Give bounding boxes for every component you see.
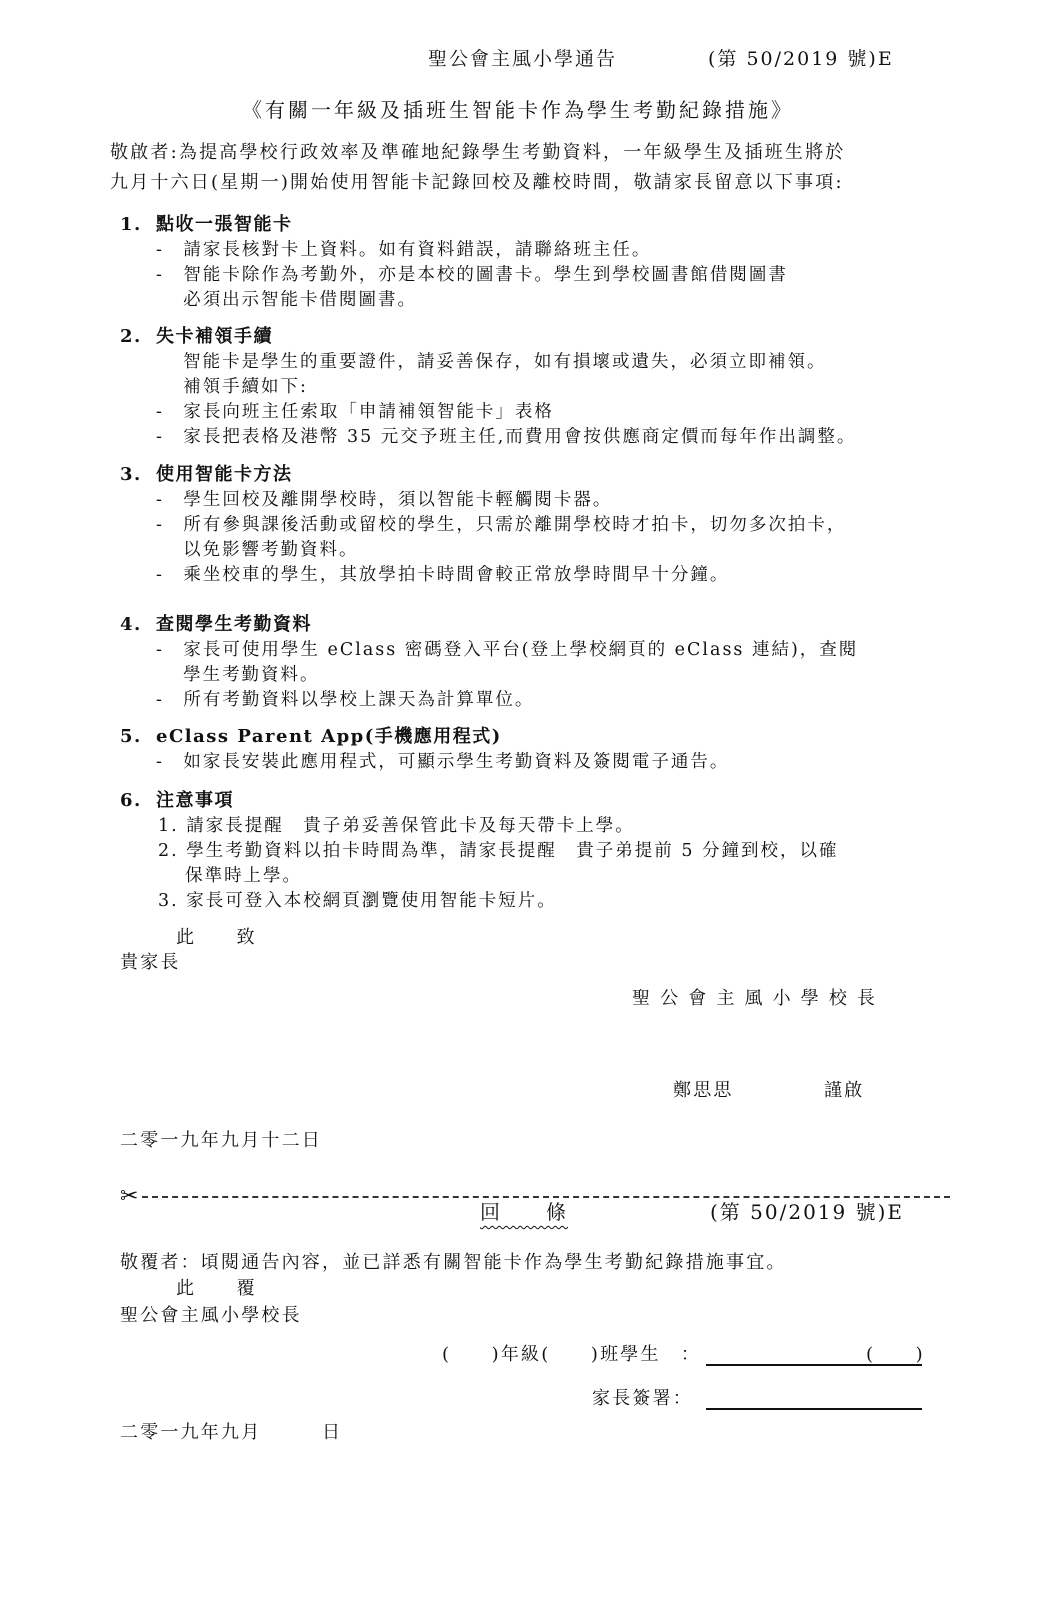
section-number: 2. [120, 326, 142, 347]
section-title: 失卡補領手續 [156, 326, 273, 347]
section-number: 1. [120, 214, 142, 235]
section-title: eClass Parent App(手機應用程式) [156, 726, 502, 747]
notice-number: (第 50/2019 號)E [708, 48, 894, 70]
section-title: 注意事項 [156, 790, 234, 811]
class-student-label: ( )年級( )班學生 ： [442, 1344, 702, 1365]
section-number: 3. [120, 464, 142, 485]
section-number: 6. [120, 790, 142, 811]
section-3-line-4: - 乘坐校車的學生，其放學拍卡時間會較正常放學時間早十分鐘。 [156, 565, 730, 585]
section-number: 4. [120, 614, 142, 635]
reply-date: 二零一九年九月 日 [120, 1422, 343, 1443]
section-6-line-3: 保準時上學。 [158, 866, 303, 886]
section-1-heading [120, 210, 293, 236]
reply-slip-title: 回 條 [480, 1200, 568, 1224]
section-number: 5. [120, 726, 142, 747]
reply-notice-number: (第 50/2019 號)E [710, 1200, 905, 1224]
parent-signature-field[interactable] [706, 1408, 922, 1410]
intro-line-2: 九月十六日(星期一)開始使用智能卡記錄回校及離校時間，敬請家長留意以下事項: [110, 172, 844, 193]
section-title: 查閱學生考勤資料 [156, 614, 312, 635]
section-4-line-3: - 所有考勤資料以學校上課天為計算單位。 [156, 690, 535, 710]
closing-recipient: 貴家長 [120, 952, 181, 973]
section-2-line-1: 智能卡是學生的重要證件，請妥善保存，如有損壞或遺失，必須立即補領。 [156, 352, 827, 372]
section-2-line-2: 補領手續如下: [156, 377, 308, 397]
section-title: 點收一張智能卡 [156, 214, 293, 235]
intro-line-1: 敬啟者:為提高學校行政效率及準確地紀錄學生考勤資料，一年級學生及插班生將於 [110, 142, 846, 163]
reply-text: 敬覆者：頃閱通告內容，並已詳悉有關智能卡作為學生考勤紀錄措施事宜。 [120, 1252, 787, 1273]
document-title: 《有關一年級及插班生智能卡作為學生考勤紀錄措施》 [242, 98, 794, 122]
section-1-line-2: - 智能卡除作為考勤外，亦是本校的圖書卡。學生到學校圖書館借閱圖書 [156, 265, 788, 285]
section-2-line-3: - 家長向班主任索取「申請補領智能卡」表格 [156, 402, 554, 422]
school-notice-title: 聖公會主風小學通告 [428, 48, 618, 70]
section-3-line-2: - 所有參與課後活動或留校的學生，只需於離開學校時才拍卡，切勿多次拍卡， [156, 515, 847, 535]
section-3-heading [120, 460, 293, 486]
principal-title: 聖 公 會 主 風 小 學 校 長 [632, 988, 878, 1009]
section-2-line-4: - 家長把表格及港幣 35 元交予班主任,而費用會按供應商定價而每年作出調整。 [156, 427, 857, 447]
principal-name: 鄭思思 [673, 1080, 734, 1101]
reply-ci-fu: 此 覆 [176, 1278, 257, 1299]
section-1-line-3: 必須出示智能卡借閱圖書。 [156, 290, 418, 310]
reply-to: 聖公會主風小學校長 [120, 1305, 302, 1326]
section-3-line-1: - 學生回校及離開學校時，須以智能卡輕觸閱卡器。 [156, 490, 613, 510]
section-1-line-1: - 請家長核對卡上資料。如有資料錯誤，請聯絡班主任。 [156, 240, 652, 260]
section-2-heading [120, 322, 273, 348]
closing-ci-zhi: 此 致 [176, 927, 257, 948]
section-4-heading [120, 610, 312, 636]
scissors-icon: ✂ [120, 1184, 139, 1209]
section-4-line-1: - 家長可使用學生 eClass 密碼登入平台(登上學校網頁的 eClass 連結)，查閱 [156, 640, 859, 660]
section-3-line-3: 以免影響考勤資料。 [156, 540, 359, 560]
parent-sign-label: 家長簽署： [592, 1388, 693, 1409]
section-title: 使用智能卡方法 [156, 464, 293, 485]
seat-number-field[interactable]: ( ) [866, 1344, 925, 1365]
section-6-heading [120, 786, 234, 812]
jin-qi: 謹啟 [824, 1080, 865, 1101]
section-6-line-4: 3. 家長可登入本校網頁瀏覽使用智能卡短片。 [158, 891, 557, 911]
section-5-line-1: - 如家長安裝此應用程式，可顯示學生考勤資料及簽閱電子通告。 [156, 752, 730, 772]
section-4-line-2: 學生考勤資料。 [156, 665, 320, 685]
section-6-line-2: 2. 學生考勤資料以拍卡時間為準，請家長提醒 貴子弟提前 5 分鐘到校，以確 [158, 841, 839, 861]
section-6-line-1: 1. 請家長提醒 貴子弟妥善保管此卡及每天帶卡上學。 [158, 816, 635, 836]
section-5-heading [120, 722, 502, 748]
notice-date: 二零一九年九月十二日 [120, 1130, 322, 1151]
